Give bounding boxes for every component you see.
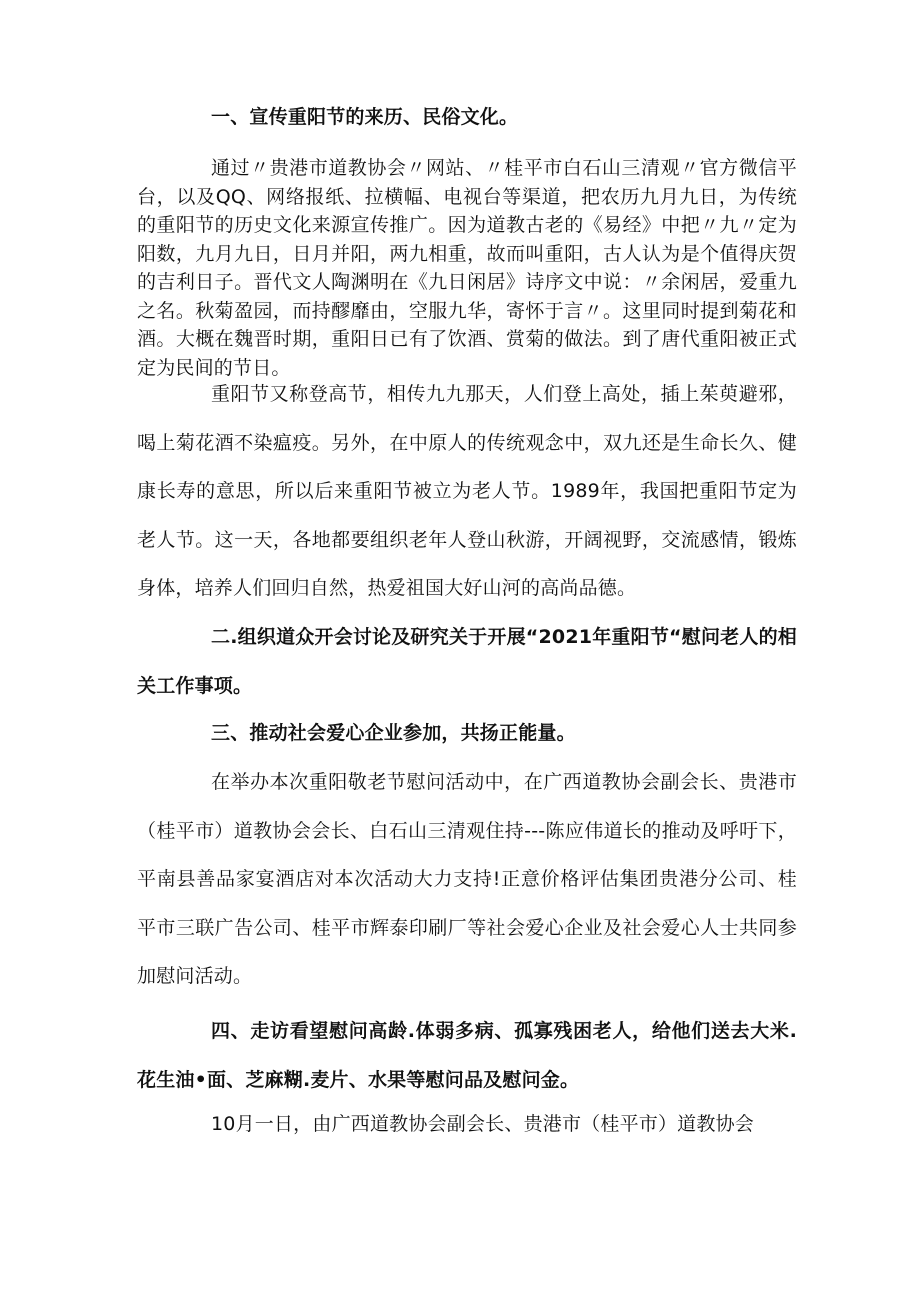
section-heading-4: 四、走访看望慰问高龄.体弱多病、孤寡残困老人，给他们送去大米.花生油•面、芝麻糊.麦片、水果等慰问品及慰问金。 [137, 1020, 797, 1091]
section-heading-3: 三、推动社会爱心企业参加，共扬正能量。 [211, 722, 576, 744]
body-paragraph-customs: 重阳节又称登高节，相传九九那天，人们登上高处，插上茱萸避邪，喝上菊花酒不染瘟疫。另外，在中原人的传统观念中，双九还是生命长久、健康长寿的意思，所以后来重阳节被立为老人节。1989年，我国把重阳节定为老人节。这一天，各地都要组织老年人登山秋游，开阔视野，交流感情，锻炼身体，培养人们回归自然，热爱祖国大好山河的高尚品德。 [137, 383, 797, 599]
body-paragraph-visit: 10月一日，由广西道教协会副会长、贵港市（桂平市）道教协会 [211, 1113, 754, 1135]
body-paragraph-history: 通过〃贵港市道教协会〃网站、〃桂平市白石山三清观〃官方微信平台，以及QQ、网络报纸、拉横幅、电视台等渠道，把农历九月九日，为传统的重阳节的历史文化来源宣传推广。因为道教古老的《易经》中把〃九〃定为阳数，九月九日，日月并阳，两九相重，故而叫重阳，古人认为是个值得庆贺的吉利日子。晋代文人陶渊明在《九日闲居》诗序文中说：〃余闲居，爱重九之名。秋菊盈园，而持醪靡由，空服九华，寄怀于言〃。这里同时提到菊花和酒。大概在魏晋时期，重阳日已有了饮酒、赏菊的做法。到了唐代重阳被正式定为民间的节日。 [137, 157, 797, 379]
body-paragraph-sponsors: 在举办本次重阳敬老节慰问活动中，在广西道教协会副会长、贵港市（桂平市）道教协会会长、白石山三清观住持---陈应伟道长的推动及呼吁下，平南县善品家宴酒店对本次活动大力支持!正意价格评估集团贵港分公司、桂平市三联广告公司、桂平市辉泰印刷厂等社会爱心企业及社会爱心人士共同参加慰问活动。 [137, 771, 797, 987]
section-heading-1: 一、宣传重阳节的来历、民俗文化。 [211, 106, 519, 128]
section-heading-2: 二.组织道众开会讨论及研究关于开展“2021年重阳节“慰问老人的相关工作事项。 [137, 626, 797, 697]
